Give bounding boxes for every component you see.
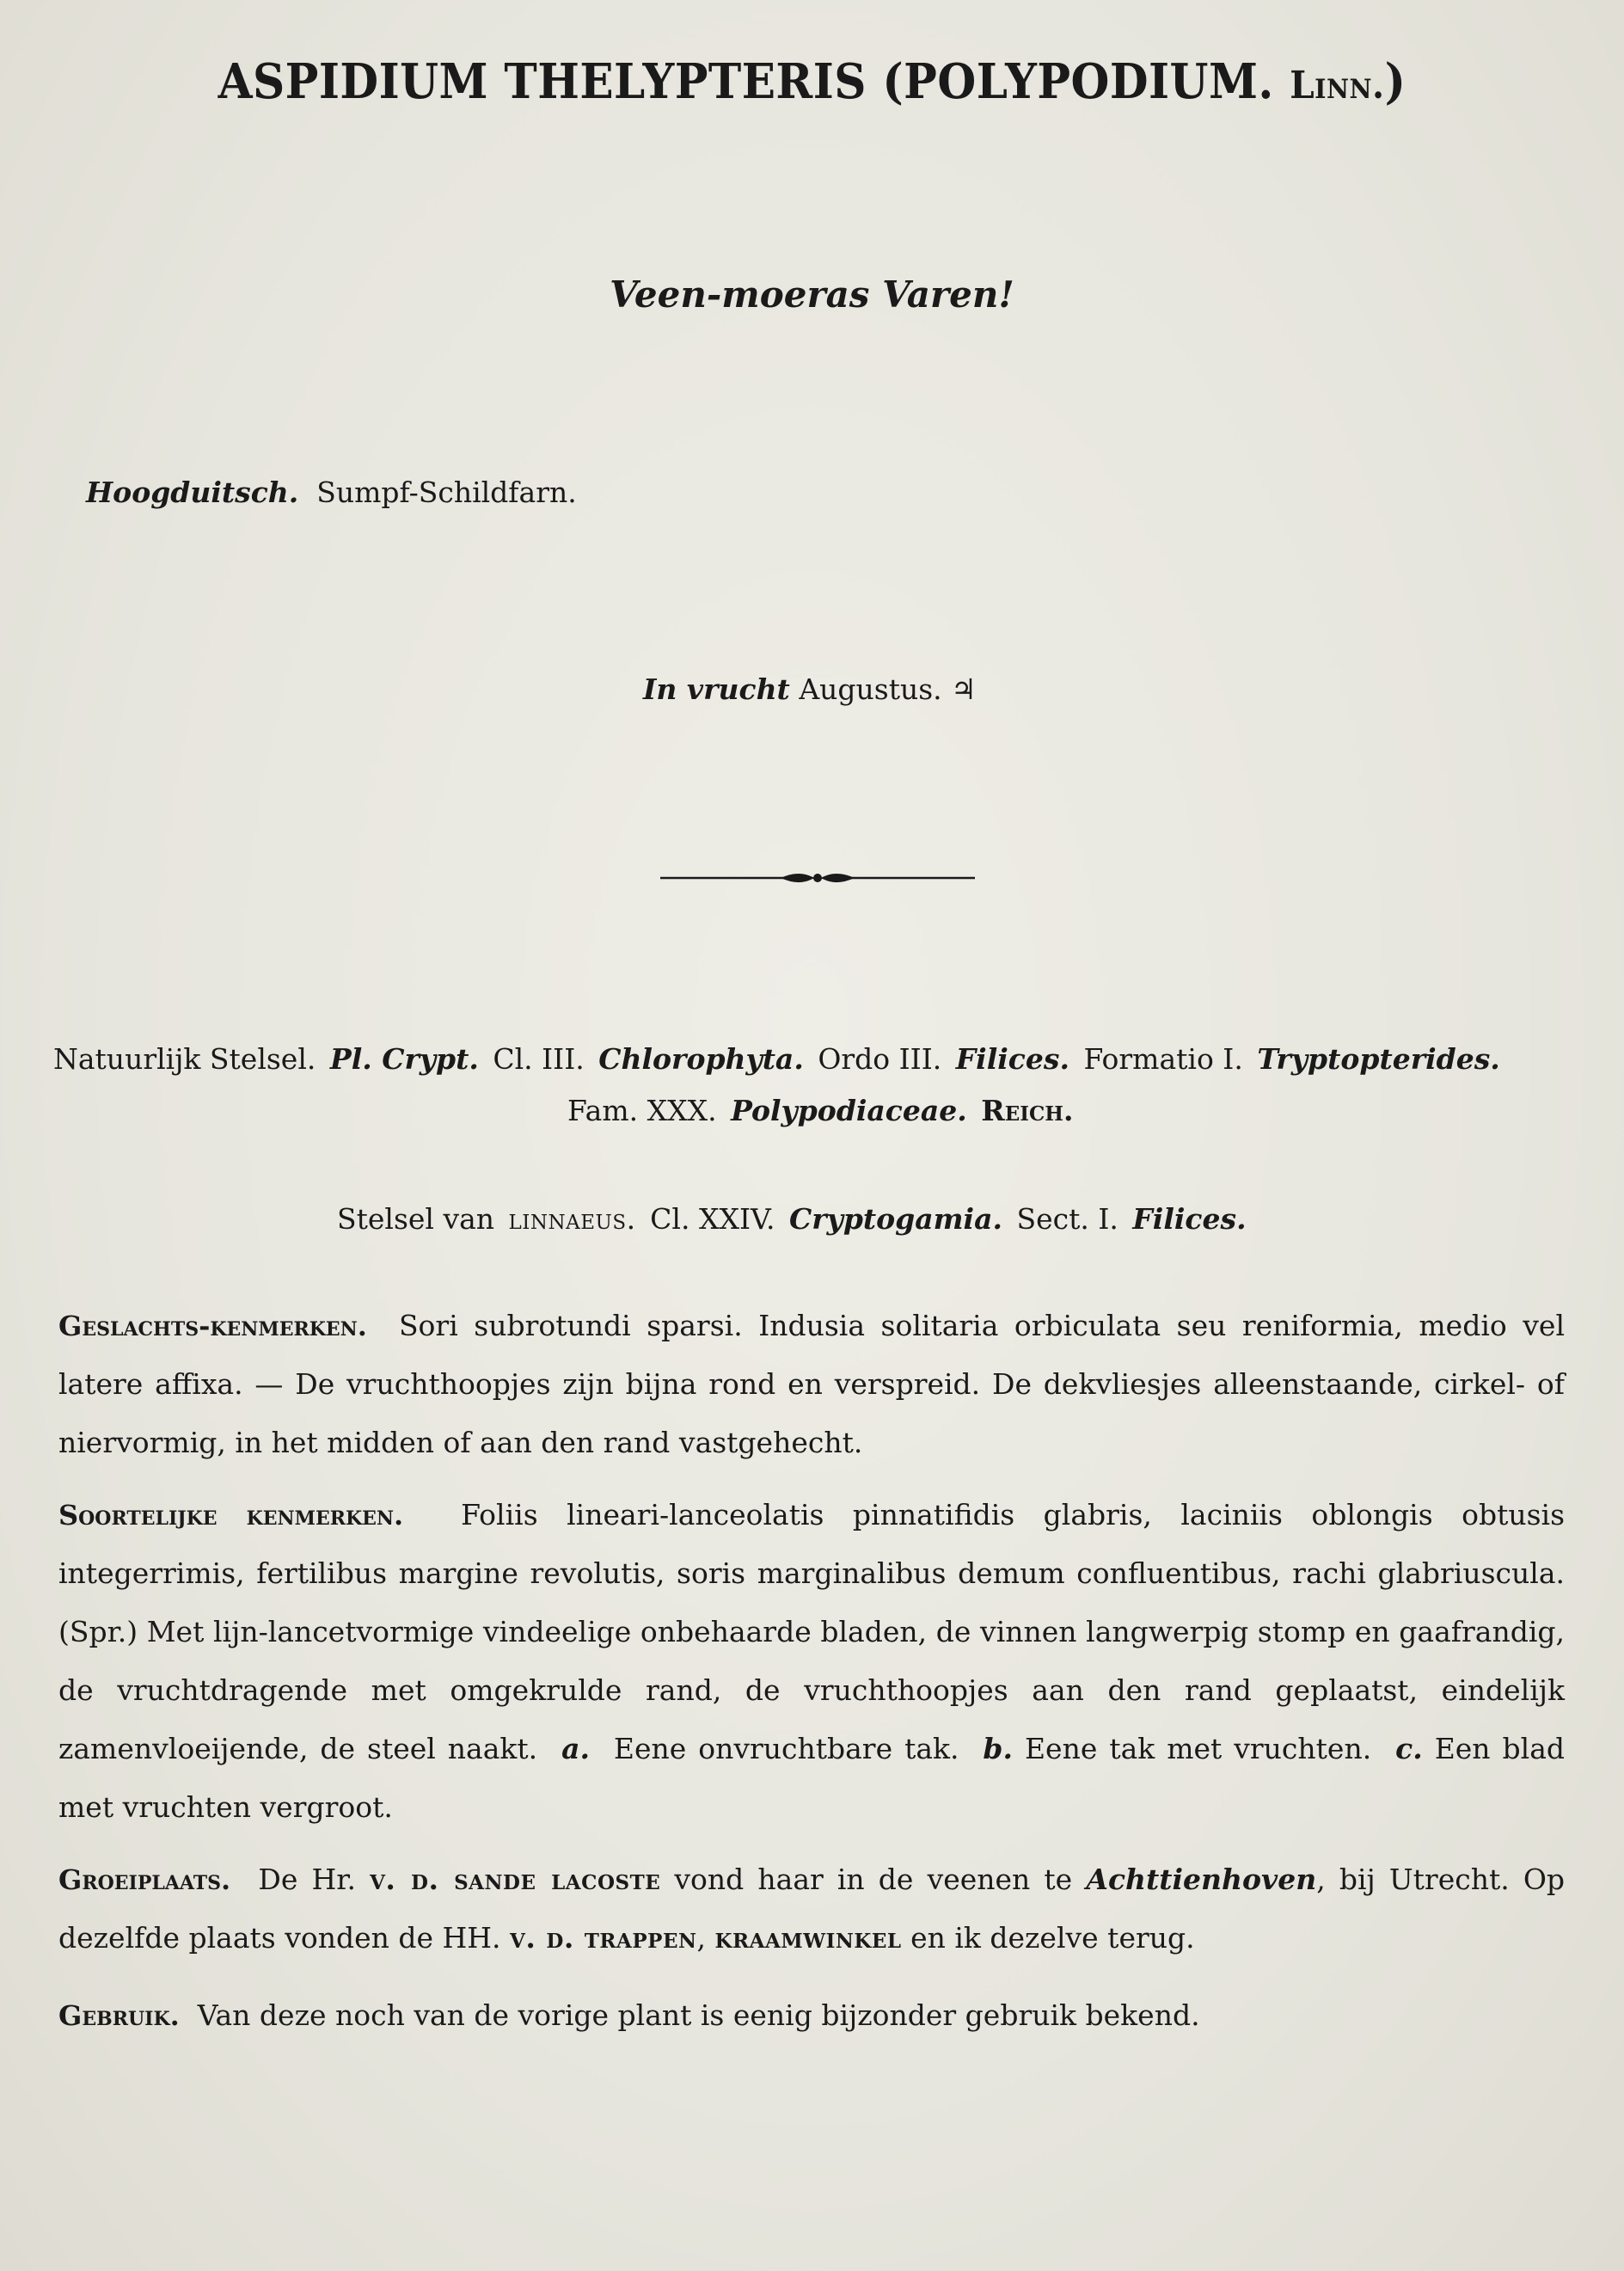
- use-text: Van deze noch van de vorige plant is eenig bijzonder gebruik bekend.: [197, 1998, 1200, 2032]
- figure-b-key: b.: [983, 1732, 1013, 1765]
- collector-name-1: v. d. sande lacoste: [370, 1863, 661, 1896]
- classification-segment: Sect. I.: [1016, 1202, 1118, 1236]
- use-label: Gebruik.: [58, 1999, 180, 2032]
- linnaeus-system-line: [337, 1202, 1247, 1236]
- title-main: ASPIDIUM THELYPTERIS (POLYPODIUM.: [218, 53, 1290, 110]
- species-characteristics: [58, 1486, 1565, 1837]
- page-title: [65, 53, 1560, 110]
- habitat-text-4: ,: [696, 1921, 707, 1955]
- bleed-through-line: [258, 103, 273, 156]
- habitat-place: Achttienhoven: [1086, 1863, 1317, 1896]
- perennial-symbol: ♃: [951, 672, 977, 706]
- figure-b-text: Eene tak met vruchten.: [1024, 1732, 1372, 1765]
- vernacular-line: [86, 476, 577, 509]
- classification-segment: Reich.: [981, 1094, 1074, 1127]
- ornamental-divider: [660, 865, 975, 891]
- fruiting-line: [643, 672, 977, 706]
- habitat-text-1: De Hr.: [258, 1863, 356, 1896]
- figure-c-key: c.: [1395, 1732, 1423, 1765]
- habitat-text-2: vond haar in de veenen te: [674, 1863, 1073, 1896]
- classification-segment: Cryptogamia.: [789, 1202, 1002, 1236]
- common-name: Veen-moeras Varen!: [610, 273, 1014, 316]
- classification-segment: Natuurlijk Stelsel.: [53, 1042, 316, 1076]
- fruiting-month: Augustus.: [799, 672, 942, 706]
- habitat-text-3: , bij Utrecht. Op dezelfde plaats vonden de HH.: [58, 1863, 1565, 1955]
- classification-segment: Cl. XXIV.: [650, 1202, 775, 1236]
- habitat-paragraph: [58, 1851, 1565, 1967]
- vernacular-name: Sumpf-Schildfarn.: [316, 476, 577, 509]
- natural-system-line-2: [567, 1094, 1074, 1127]
- classification-segment: Ordo III.: [818, 1042, 942, 1076]
- habitat-text-5: en ik dezelve terug.: [910, 1921, 1195, 1955]
- figure-a-text: Eene onvruchtbare tak.: [613, 1732, 959, 1765]
- genus-characteristics: [58, 1297, 1565, 1472]
- genus-label: Geslachts-kenmerken.: [58, 1310, 367, 1342]
- species-label: Soortelijke kenmerken.: [58, 1499, 404, 1531]
- classification-segment: Tryptopterides.: [1257, 1042, 1500, 1076]
- fruiting-label: In vrucht: [643, 672, 790, 706]
- collector-name-3: kraamwinkel: [714, 1921, 902, 1955]
- species-text: Foliis lineari-lanceolatis pinnatifidis glabris, laciniis oblongis obtusis integerrimis, fertilibus margine revolutis, soris marginalibus demum confluentibus, rachi glabriuscula. (Spr.) Met lijn-lancetvormige vindeelige onbehaarde bladen, de vinnen langwerpig stomp en gaafrandig, de vruchtdragende met omgekrulde rand, de vruchthoopjes aan den rand geplaatst, eindelijk zamenvloeijende, de steel naakt.: [58, 1498, 1566, 1765]
- genus-text: Sori subrotundi sparsi. Indusia solitaria orbiculata seu reniformia, medio vel latere affixa. — De vruchthoopjes zijn bijna rond en verspreid. De dekvliesjes alleenstaande, cirkel- of niervormig, in het midden of aan den rand vastgehecht.: [58, 1309, 1566, 1459]
- vernacular-label: Hoogduitsch.: [86, 476, 299, 509]
- classification-segment: Formatio I.: [1083, 1042, 1243, 1076]
- classification-segment: Filices.: [1132, 1202, 1247, 1236]
- figure-a-key: a.: [561, 1732, 590, 1765]
- classification-segment: linnaeus.: [508, 1202, 636, 1236]
- collector-name-2: v. d. trappen: [510, 1921, 697, 1955]
- classification-segment: Polypodiaceae.: [731, 1094, 967, 1127]
- natural-system-line-1: [53, 1042, 1500, 1076]
- classification-segment: Stelsel van: [337, 1202, 495, 1236]
- classification-segment: Cl. III.: [493, 1042, 585, 1076]
- classification-segment: Filices.: [955, 1042, 1069, 1076]
- title-close: ): [1384, 53, 1406, 110]
- classification-segment: Pl. Crypt.: [329, 1042, 479, 1076]
- habitat-label: Groeiplaats.: [58, 1863, 231, 1896]
- figure-c-text: Een blad met vruchten vergroot.: [58, 1732, 1565, 1824]
- use-paragraph: [58, 1986, 1565, 2045]
- classification-segment: Chlorophyta.: [598, 1042, 804, 1076]
- title-author: Linn.: [1290, 64, 1385, 107]
- classification-segment: Fam. XXX.: [567, 1094, 717, 1127]
